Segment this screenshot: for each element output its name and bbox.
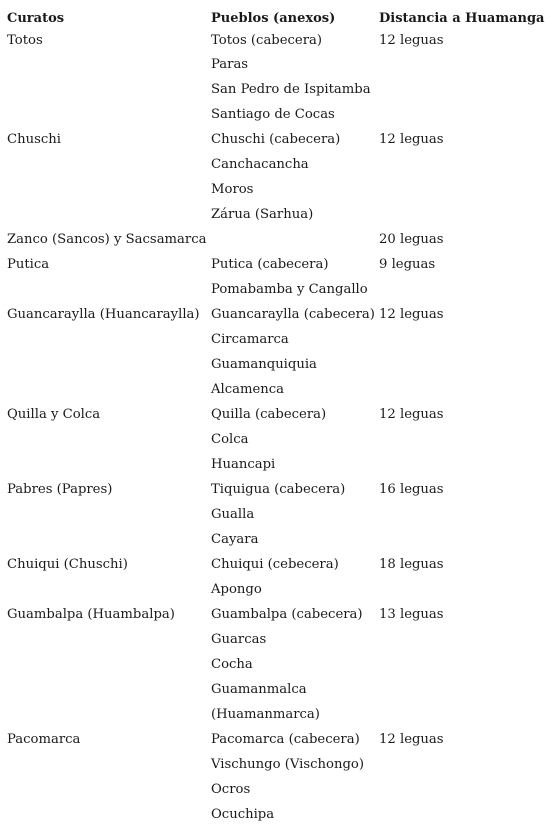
cell-curato bbox=[7, 377, 211, 402]
table-row bbox=[7, 377, 545, 402]
cell-curato bbox=[7, 802, 211, 827]
cell-pueblo: Apongo bbox=[211, 582, 262, 597]
cell-distancia: 18 leguas bbox=[379, 557, 444, 572]
table-row bbox=[7, 477, 545, 502]
cell-distancia bbox=[379, 202, 545, 227]
table-row bbox=[7, 29, 545, 52]
cell-distancia bbox=[379, 652, 545, 677]
table-row bbox=[7, 627, 545, 652]
cell-curato bbox=[7, 777, 211, 802]
table-row bbox=[7, 152, 545, 177]
cell-distancia bbox=[379, 777, 545, 802]
table-row bbox=[7, 702, 545, 727]
table-row bbox=[7, 752, 545, 777]
cell-distancia: 12 leguas bbox=[379, 732, 444, 747]
table-row bbox=[7, 677, 545, 702]
cell-pueblo: Totos (cabecera) bbox=[211, 33, 323, 48]
cell-distancia bbox=[379, 527, 545, 552]
cell-curato bbox=[7, 577, 211, 602]
cell-curato bbox=[7, 77, 211, 102]
table-row bbox=[7, 302, 545, 327]
cell-distancia: 20 leguas bbox=[379, 232, 444, 247]
cell-pueblo: Alcamenca bbox=[211, 382, 285, 397]
table-row bbox=[7, 352, 545, 377]
cell-distancia bbox=[379, 427, 545, 452]
cell-pueblo: Canchacancha bbox=[211, 157, 309, 172]
table-row bbox=[7, 77, 545, 102]
table-row bbox=[7, 527, 545, 552]
table-row bbox=[7, 777, 545, 802]
cell-distancia bbox=[379, 102, 545, 127]
cell-pueblo: Colca bbox=[211, 432, 249, 447]
cell-curato bbox=[7, 352, 211, 377]
cell-curato bbox=[7, 652, 211, 677]
cell-distancia bbox=[379, 152, 545, 177]
table-row bbox=[7, 177, 545, 202]
table-row bbox=[7, 802, 545, 827]
cell-distancia: 12 leguas bbox=[379, 33, 444, 48]
table-body bbox=[7, 29, 545, 827]
header-row bbox=[7, 8, 545, 29]
cell-pueblo: Chuiqui (cebecera) bbox=[211, 557, 339, 572]
cell-curato bbox=[7, 627, 211, 652]
table-row bbox=[7, 327, 545, 352]
cell-curato bbox=[7, 277, 211, 302]
cell-curato bbox=[7, 427, 211, 452]
table-row bbox=[7, 227, 545, 252]
cell-distancia bbox=[379, 52, 545, 77]
cell-distancia bbox=[379, 277, 545, 302]
cell-pueblo bbox=[211, 227, 379, 252]
cell-pueblo: Circamarca bbox=[211, 332, 289, 347]
table-row bbox=[7, 127, 545, 152]
cell-pueblo: San Pedro de Ispitamba bbox=[211, 82, 371, 97]
table-row bbox=[7, 252, 545, 277]
cell-pueblo: (Huamanmarca) bbox=[211, 707, 320, 722]
cell-pueblo: Cocha bbox=[211, 657, 253, 672]
table-row bbox=[7, 277, 545, 302]
cell-distancia bbox=[379, 377, 545, 402]
cell-pueblo: Pomabamba y Cangallo bbox=[211, 282, 368, 297]
cell-pueblo: Guamanmalca bbox=[211, 682, 307, 697]
cell-curato bbox=[7, 452, 211, 477]
curatos-table bbox=[7, 8, 545, 827]
table-row bbox=[7, 552, 545, 577]
cell-curato: Chuiqui (Chuschi) bbox=[7, 557, 128, 572]
cell-distancia bbox=[379, 327, 545, 352]
cell-curato: Chuschi bbox=[7, 132, 61, 147]
cell-curato bbox=[7, 327, 211, 352]
table-row bbox=[7, 52, 545, 77]
cell-curato bbox=[7, 502, 211, 527]
table-row bbox=[7, 102, 545, 127]
cell-distancia bbox=[379, 502, 545, 527]
cell-pueblo: Ocuchipa bbox=[211, 807, 275, 822]
table-row bbox=[7, 602, 545, 627]
cell-distancia bbox=[379, 77, 545, 102]
cell-distancia bbox=[379, 677, 545, 702]
header-pueblos: Pueblos (anexos) bbox=[211, 11, 336, 26]
cell-distancia bbox=[379, 752, 545, 777]
cell-pueblo: Cayara bbox=[211, 532, 259, 547]
cell-curato: Putica bbox=[7, 257, 50, 272]
cell-curato: Guancaraylla (Huancaraylla) bbox=[7, 307, 200, 322]
cell-curato: Totos bbox=[7, 33, 43, 48]
cell-curato bbox=[7, 102, 211, 127]
cell-distancia bbox=[379, 802, 545, 827]
table-row bbox=[7, 427, 545, 452]
cell-pueblo: Zárua (Sarhua) bbox=[211, 207, 314, 222]
cell-pueblo: Chuschi (cabecera) bbox=[211, 132, 341, 147]
table-row bbox=[7, 727, 545, 752]
cell-curato: Quilla y Colca bbox=[7, 407, 101, 422]
cell-distancia bbox=[379, 702, 545, 727]
table-row bbox=[7, 652, 545, 677]
table-row bbox=[7, 452, 545, 477]
table-row bbox=[7, 402, 545, 427]
cell-pueblo: Guarcas bbox=[211, 632, 267, 647]
table-row bbox=[7, 577, 545, 602]
cell-pueblo: Santiago de Cocas bbox=[211, 107, 335, 122]
cell-pueblo: Gualla bbox=[211, 507, 255, 522]
cell-pueblo: Guamanquiquia bbox=[211, 357, 317, 372]
cell-pueblo: Guancaraylla (cabecera) bbox=[211, 307, 375, 322]
cell-distancia bbox=[379, 627, 545, 652]
cell-distancia: 13 leguas bbox=[379, 607, 444, 622]
cell-curato bbox=[7, 177, 211, 202]
cell-curato: Zanco (Sancos) y Sacsamarca bbox=[7, 232, 207, 247]
cell-pueblo: Vischungo (Vischongo) bbox=[211, 757, 364, 772]
cell-curato bbox=[7, 527, 211, 552]
cell-distancia bbox=[379, 577, 545, 602]
cell-curato bbox=[7, 677, 211, 702]
cell-distancia: 12 leguas bbox=[379, 132, 444, 147]
cell-curato bbox=[7, 152, 211, 177]
cell-distancia bbox=[379, 452, 545, 477]
cell-pueblo: Guambalpa (cabecera) bbox=[211, 607, 363, 622]
cell-distancia bbox=[379, 177, 545, 202]
cell-distancia: 12 leguas bbox=[379, 407, 444, 422]
table-header bbox=[7, 8, 545, 29]
cell-pueblo: Quilla (cabecera) bbox=[211, 407, 327, 422]
cell-curato bbox=[7, 702, 211, 727]
header-distancia: Distancia a Huamanga bbox=[379, 11, 545, 26]
cell-curato bbox=[7, 752, 211, 777]
cell-curato: Pacomarca bbox=[7, 732, 81, 747]
cell-distancia: 16 leguas bbox=[379, 482, 444, 497]
cell-distancia: 12 leguas bbox=[379, 307, 444, 322]
cell-curato: Pabres (Papres) bbox=[7, 482, 113, 497]
cell-pueblo: Pacomarca (cabecera) bbox=[211, 732, 360, 747]
cell-pueblo: Ocros bbox=[211, 782, 251, 797]
cell-distancia bbox=[379, 352, 545, 377]
header-curatos: Curatos bbox=[7, 11, 65, 26]
cell-pueblo: Huancapi bbox=[211, 457, 276, 472]
cell-curato: Guambalpa (Huambalpa) bbox=[7, 607, 175, 622]
cell-pueblo: Paras bbox=[211, 57, 249, 72]
cell-pueblo: Tiquigua (cabecera) bbox=[211, 482, 346, 497]
cell-pueblo: Putica (cabecera) bbox=[211, 257, 329, 272]
cell-curato bbox=[7, 52, 211, 77]
table-row bbox=[7, 502, 545, 527]
cell-pueblo: Moros bbox=[211, 182, 254, 197]
cell-curato bbox=[7, 202, 211, 227]
table-row bbox=[7, 202, 545, 227]
cell-distancia: 9 leguas bbox=[379, 257, 436, 272]
